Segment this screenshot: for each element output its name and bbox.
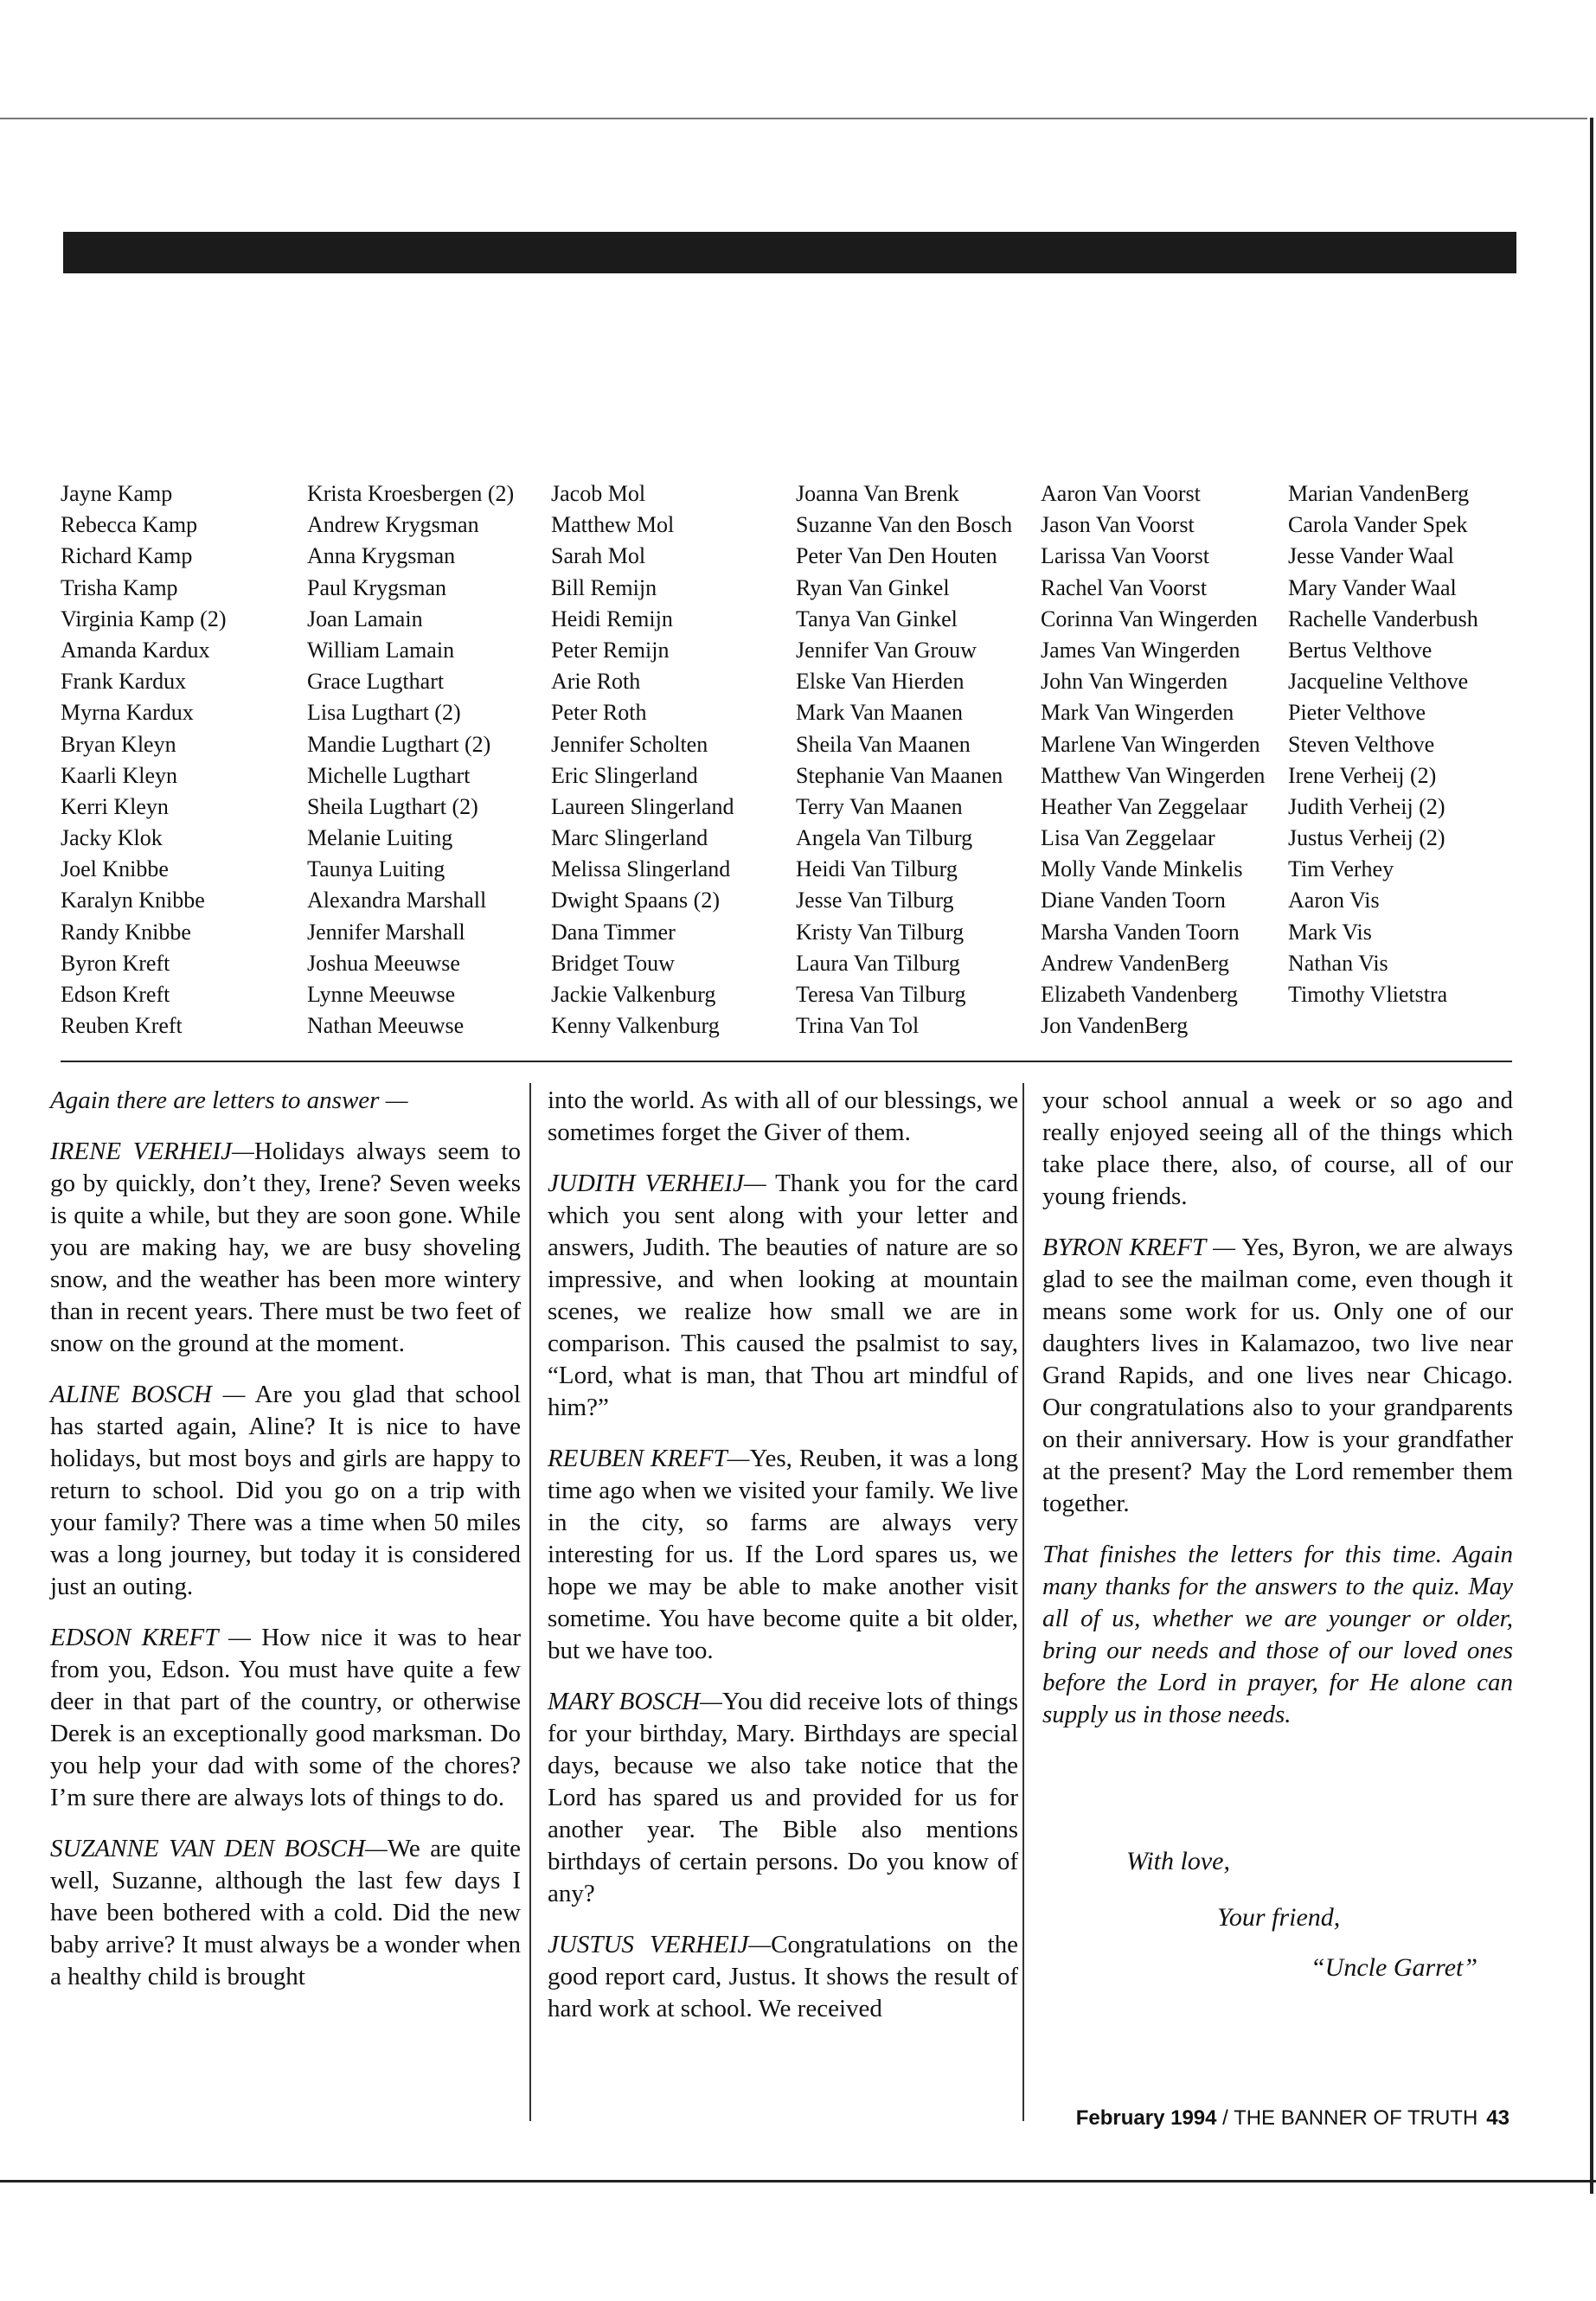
name-entry: Laureen Slingerland: [551, 793, 734, 819]
letter-paragraph: [548, 1929, 1018, 2025]
name-entry: Jason Van Voorst: [1041, 512, 1195, 538]
letter-paragraph: [548, 1168, 1018, 1424]
name-entry: Alexandra Marshall: [307, 888, 487, 913]
section-divider: [61, 1061, 1512, 1062]
name-entry: Marsha Vanden Toorn: [1041, 919, 1240, 945]
page-number: 43: [1486, 2106, 1509, 2130]
name-entry: Joan Lamain: [307, 606, 423, 631]
name-entry: Melanie Luiting: [307, 825, 453, 851]
name-entry: Peter Roth: [551, 700, 647, 726]
letter-paragraph: [548, 1443, 1018, 1667]
name-entry: Pieter Velthove: [1288, 700, 1426, 726]
letters-column-2: [548, 1085, 1018, 2044]
name-entry: Mark Van Wingerden: [1041, 700, 1234, 726]
header-black-bar: [63, 232, 1516, 273]
letter-text: Yes, Byron, we are always glad to see the mailman come, even though it means some work for us. Only one of our daughters lives in Kalamazoo, two live near Grand Rapids, and one lives near Chicago. Our congratulations also to your grandparents on their anniversary. How is your grandfather at the present? May the Lord remember them together.: [1042, 1234, 1513, 1517]
name-entry: Mary Vander Waal: [1288, 574, 1457, 600]
name-entry: Heather Van Zeggelaar: [1041, 793, 1248, 819]
name-entry: Carola Vander Spek: [1288, 512, 1468, 538]
name-entry: Melissa Slingerland: [551, 856, 731, 882]
name-entry: Tim Verhey: [1288, 856, 1394, 882]
letter-text: We are quite well, Suzanne, although the last few days I have been bothered with a cold. Did the new baby arrive? It must always be a wonder when a healthy child is brought: [50, 1835, 521, 1990]
letter-text: You did receive lots of things for your birthday, Mary. Birthdays are special days, because we also take notice that the Lord has spared us and provided for us for another year. The Bible also mentions birthdays of certain persons. Do you know of any?: [548, 1688, 1018, 1907]
name-entry: Teresa Van Tilburg: [796, 982, 966, 1007]
name-entry: Richard Kamp: [61, 543, 193, 569]
name-entry: Amanda Kardux: [61, 637, 210, 663]
name-entry: Jesse Vander Waal: [1288, 543, 1454, 569]
name-entry: Jennifer Van Grouw: [796, 637, 977, 663]
name-entry: William Lamain: [307, 637, 455, 663]
name-entry: Larissa Van Voorst: [1041, 543, 1209, 569]
page-right-edge: [1590, 118, 1593, 2194]
closing-paragraph: That finishes the letters for this time. Again many thanks for the answers to the quiz. May all of us, whether we are younger or older, bring our needs and those of our loved ones before the Lord in prayer, for He alone can supply us in those needs.: [1042, 1541, 1513, 1728]
name-entry: Anna Krygsman: [307, 543, 456, 569]
name-entry: Molly Vande Minkelis: [1041, 856, 1243, 882]
name-entry: Rebecca Kamp: [61, 512, 198, 538]
letter-text: Thank you for the card which you sent along with your letter and answers, Judith. The beauties of nature are so impressive, and when looking at mountain scenes, we realize how small we are in comparison. This caused the psalmist to say, “Lord, what is man, that Thou art mindful of him?”: [548, 1170, 1018, 1421]
footer-separator: /: [1216, 2106, 1234, 2130]
letter-paragraph: [50, 1622, 521, 1814]
letter-continuation: your school annual a week or so ago and really enjoyed seeing all of the things which take place there, also, of course, all of our young friends.: [1042, 1086, 1513, 1210]
name-entry: Jacky Klok: [61, 825, 163, 851]
name-entry: Lynne Meeuwse: [307, 982, 456, 1007]
name-entry: Mark Van Maanen: [796, 700, 964, 726]
letters-column-2-body: [548, 1168, 1018, 2025]
name-entry: Peter Remijn: [551, 637, 670, 663]
letters-column-1-body: [50, 1136, 521, 1993]
name-entry: John Van Wingerden: [1041, 669, 1228, 695]
name-entry: Myrna Kardux: [61, 700, 194, 726]
names-column-1: [61, 478, 226, 1042]
name-entry: Joanna Van Brenk: [796, 481, 959, 506]
name-entry: Matthew Van Wingerden: [1041, 762, 1266, 788]
name-entry: Judith Verheij (2): [1288, 793, 1445, 819]
name-entry: Grace Lugthart: [307, 669, 445, 695]
letter-recipient-name: REUBEN KREFT—: [548, 1445, 750, 1472]
name-entry: Diane Vanden Toorn: [1041, 888, 1226, 913]
name-entry: Krista Kroesbergen (2): [307, 481, 515, 506]
name-entry: Nathan Vis: [1288, 950, 1388, 976]
letters-intro: Again there are letters to answer —: [50, 1086, 408, 1114]
name-entry: Jackie Valkenburg: [551, 982, 716, 1007]
signoff-signature: “Uncle Garret”: [1311, 1953, 1478, 1982]
letter-text: Holidays always seem to go by quickly, don’t they, Irene? Seven weeks is quite a while, but they are soon gone. While you are making hay, we are busy shoveling snow, and the weather has been more wintery than in recent years. There must be two feet of snow on the ground at the moment.: [50, 1138, 521, 1357]
footer-publication: THE BANNER OF TRUTH: [1234, 2106, 1478, 2130]
name-entry: Mark Vis: [1288, 919, 1372, 945]
name-entry: Bridget Touw: [551, 950, 675, 976]
letter-text: Yes, Reuben, it was a long time ago when we visited your family. We live in the city, so farms are always very interesting for us. If the Lord spares us, we hope we may be able to make another visit sometime. You have become quite a bit older, but we have too.: [548, 1445, 1018, 1664]
name-entry: Edson Kreft: [61, 982, 170, 1007]
name-entry: Jennifer Scholten: [551, 731, 708, 757]
names-column-5: [1041, 478, 1265, 1042]
name-entry: Suzanne Van den Bosch: [796, 512, 1013, 538]
name-entry: Rachel Van Voorst: [1041, 574, 1208, 600]
name-entry: Tanya Van Ginkel: [796, 606, 958, 631]
name-entry: Nathan Meeuwse: [307, 1013, 465, 1039]
name-entry: Eric Slingerland: [551, 762, 698, 788]
name-entry: Andrew VandenBerg: [1041, 950, 1229, 976]
signoff-your-friend: Your friend,: [1217, 1903, 1341, 1932]
name-entry: Justus Verheij (2): [1288, 825, 1445, 851]
column-rule-2: [1022, 1083, 1024, 2121]
name-entry: Irene Verheij (2): [1288, 762, 1437, 788]
page-bottom-rule: [0, 2180, 1596, 2182]
letter-paragraph: [50, 1136, 521, 1360]
letter-paragraph: [548, 1686, 1018, 1910]
name-entry: Timothy Vlietstra: [1288, 982, 1448, 1007]
names-column-6: [1288, 478, 1478, 1010]
name-entry: Kristy Van Tilburg: [796, 919, 965, 945]
letter-paragraph: [1042, 1232, 1513, 1520]
name-entry: Jesse Van Tilburg: [796, 888, 954, 913]
letter-recipient-name: BYRON KREFT —: [1042, 1234, 1235, 1261]
name-entry: Joel Knibbe: [61, 856, 169, 882]
name-entry: Kaarli Kleyn: [61, 762, 178, 788]
letter-recipient-name: JUDITH VERHEIJ—: [548, 1170, 766, 1197]
name-entry: Randy Knibbe: [61, 919, 191, 945]
letter-recipient-name: EDSON KREFT —: [50, 1624, 251, 1651]
name-entry: Elizabeth Vandenberg: [1041, 982, 1238, 1007]
name-entry: Arie Roth: [551, 669, 641, 695]
name-entry: Elske Van Hierden: [796, 669, 965, 695]
name-entry: Virginia Kamp (2): [61, 606, 227, 631]
letter-text: Congratulations on the good report card, Justus. It shows the result of hard work at school. We received: [548, 1931, 1018, 2022]
name-entry: Aaron Van Voorst: [1041, 481, 1201, 506]
letter-recipient-name: MARY BOSCH—: [548, 1688, 722, 1715]
name-entry: Marian VandenBerg: [1288, 481, 1470, 506]
name-entry: Rachelle Vanderbush: [1288, 606, 1478, 631]
name-entry: James Van Wingerden: [1041, 637, 1240, 663]
names-list: [0, 478, 1596, 1041]
letters-column-3: [1042, 1085, 1513, 1750]
name-entry: Joshua Meeuwse: [307, 950, 460, 976]
name-entry: Karalyn Knibbe: [61, 888, 205, 913]
name-entry: Jacqueline Velthove: [1288, 669, 1469, 695]
name-entry: Marc Slingerland: [551, 825, 708, 851]
name-entry: Frank Kardux: [61, 669, 187, 695]
name-entry: Angela Van Tilburg: [796, 825, 973, 851]
name-entry: Terry Van Maanen: [796, 793, 963, 819]
name-entry: Lisa Lugthart (2): [307, 700, 461, 726]
name-entry: Kerri Kleyn: [61, 793, 169, 819]
letter-paragraph: [50, 1833, 521, 1993]
names-column-3: [551, 478, 734, 1042]
letter-text: How nice it was to hear from you, Edson. You must have quite a few deer in that part of the country, or otherwise Derek is an exceptionally good marksman. Do you help your dad with some of the chores? I’m sure there are always lots of things to do.: [50, 1624, 521, 1811]
name-entry: Jayne Kamp: [61, 481, 173, 506]
signoff-with-love: With love,: [1126, 1847, 1230, 1875]
name-entry: Matthew Mol: [551, 512, 675, 538]
name-entry: Taunya Luiting: [307, 856, 445, 882]
name-entry: Sheila Lugthart (2): [307, 793, 478, 819]
name-entry: Sarah Mol: [551, 543, 646, 569]
name-entry: Dana Timmer: [551, 919, 676, 945]
name-entry: Marlene Van Wingerden: [1041, 731, 1260, 757]
names-column-4: [796, 478, 1012, 1042]
name-entry: Sheila Van Maanen: [796, 731, 971, 757]
name-entry: Corinna Van Wingerden: [1041, 606, 1258, 631]
name-entry: Mandie Lugthart (2): [307, 731, 491, 757]
letters-column-3-body: [1042, 1232, 1513, 1520]
letter-recipient-name: ALINE BOSCH —: [50, 1381, 246, 1408]
name-entry: Peter Van Den Houten: [796, 543, 997, 569]
name-entry: Stephanie Van Maanen: [796, 762, 1003, 788]
name-entry: Jennifer Marshall: [307, 919, 465, 945]
letter-continuation: into the world. As with all of our blessings, we sometimes forget the Giver of them.: [548, 1086, 1018, 1146]
name-entry: Dwight Spaans (2): [551, 888, 720, 913]
name-entry: Michelle Lugthart: [307, 762, 471, 788]
name-entry: Ryan Van Ginkel: [796, 574, 950, 600]
name-entry: Lisa Van Zeggelaar: [1041, 825, 1215, 851]
name-entry: Bill Remijn: [551, 574, 657, 600]
name-entry: Trisha Kamp: [61, 574, 178, 600]
name-entry: Paul Krygsman: [307, 574, 447, 600]
name-entry: Heidi Remijn: [551, 606, 673, 631]
letters-column-1: [50, 1085, 521, 2012]
column-rule-1: [529, 1083, 531, 2121]
name-entry: Aaron Vis: [1288, 888, 1380, 913]
letter-recipient-name: JUSTUS VERHEIJ—: [548, 1931, 772, 1958]
letter-paragraph: [50, 1379, 521, 1603]
page-footer: [1055, 2106, 1509, 2131]
name-entry: Heidi Van Tilburg: [796, 856, 958, 882]
page-top-rule: [0, 118, 1587, 119]
name-entry: Reuben Kreft: [61, 1013, 183, 1039]
name-entry: Andrew Krygsman: [307, 512, 479, 538]
name-entry: Jon VandenBerg: [1041, 1013, 1189, 1039]
name-entry: Byron Kreft: [61, 950, 170, 976]
letter-text: Are you glad that school has started again, Aline? It is nice to have holidays, but most boys and girls are happy to return to school. Did you go on a trip with your family? There was a time when 50 miles was a long journey, but today it is considered just an outing.: [50, 1381, 521, 1600]
name-entry: Bertus Velthove: [1288, 637, 1433, 663]
letter-recipient-name: IRENE VERHEIJ—: [50, 1138, 254, 1165]
name-entry: Trina Van Tol: [796, 1013, 920, 1039]
name-entry: Steven Velthove: [1288, 731, 1435, 757]
name-entry: Kenny Valkenburg: [551, 1013, 720, 1039]
name-entry: Laura Van Tilburg: [796, 950, 960, 976]
name-entry: Bryan Kleyn: [61, 731, 176, 757]
names-column-2: [307, 478, 514, 1042]
footer-date: February 1994: [1075, 2106, 1217, 2130]
letter-recipient-name: SUZANNE VAN DEN BOSCH—: [50, 1835, 388, 1862]
name-entry: Jacob Mol: [551, 481, 646, 506]
